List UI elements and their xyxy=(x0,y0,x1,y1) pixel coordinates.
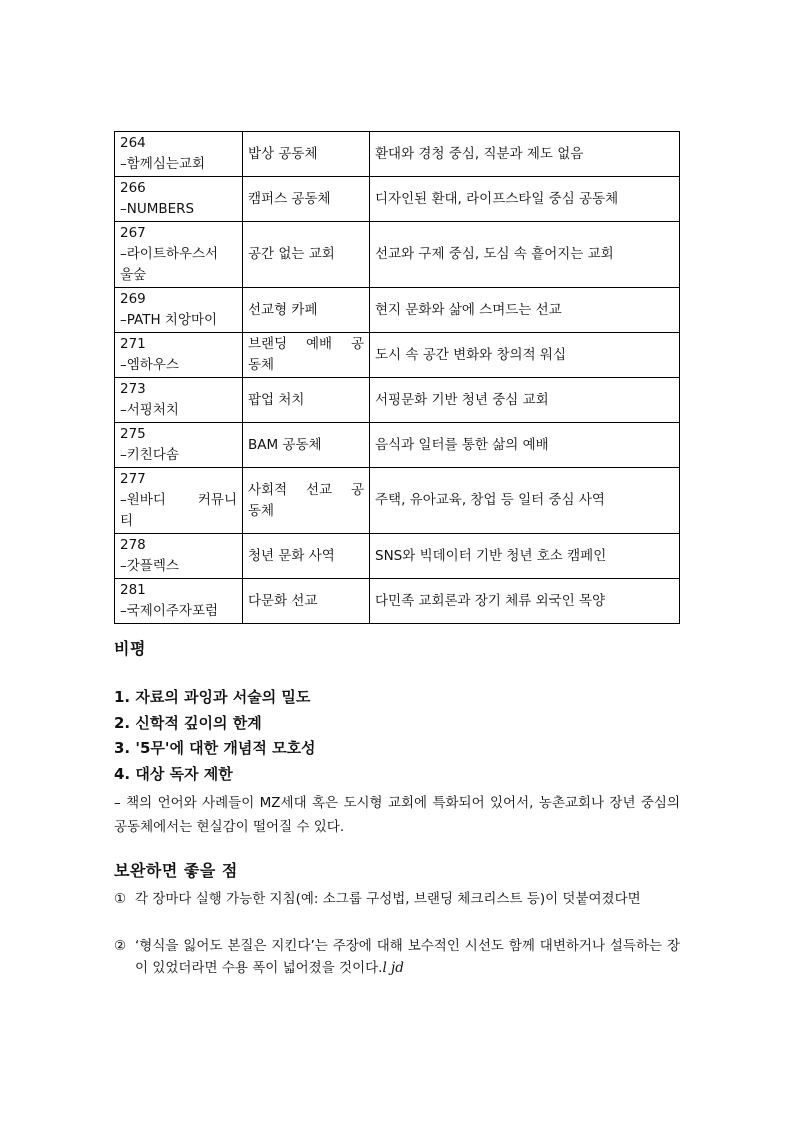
community-type-cell xyxy=(243,534,370,579)
page-number: 271 xyxy=(120,336,146,352)
community-type: BAM 공동체 xyxy=(248,436,322,453)
program-cell xyxy=(115,468,243,534)
community-type: 공간 없는 교회 xyxy=(248,246,335,262)
program-name: –키친다솜 xyxy=(120,447,179,463)
program-cell xyxy=(115,534,243,579)
description-cell: SNS와 빅데이터 기반 청년 호소 캠페인 xyxy=(370,534,680,579)
table-row xyxy=(115,132,680,177)
description-cell: 서핑문화 기반 청년 중심 교회 xyxy=(370,378,680,423)
description-cell: 주택, 유아교육, 창업 등 일터 중심 사역 xyxy=(370,468,680,534)
improve-heading: 보완하면 좋을 점 xyxy=(114,861,238,880)
page-number: 267 xyxy=(120,225,146,241)
improve-item xyxy=(114,935,680,979)
stray-mark: l jd xyxy=(382,960,404,976)
program-name: –갓플렉스 xyxy=(120,558,179,574)
description-cell: 선교와 구제 중심, 도심 속 흩어지는 교회 xyxy=(370,222,680,288)
critique-note: – 책의 언어와 사례들이 MZ세대 혹은 도시형 교회에 특화되어 있어서, 농촌교회나 장년 중심의 공동체에서는 현실감이 떨어질 수 있다. xyxy=(114,795,680,835)
program-name: –PATH 치앙마이 xyxy=(120,312,218,328)
critique-item: 4. 대상 독자 제한 xyxy=(114,764,233,783)
table-row xyxy=(115,333,680,378)
description-cell: 현지 문화와 삶에 스며드는 선교 xyxy=(370,288,680,333)
description-cell: 음식과 일터를 통한 삶의 예배 xyxy=(370,423,680,468)
table-row xyxy=(115,468,680,534)
program-name: –함께심는교회 xyxy=(120,156,205,172)
table-row xyxy=(115,288,680,333)
critique-heading: 비평 xyxy=(114,639,146,658)
circled-number: ② xyxy=(114,938,127,954)
program-cell xyxy=(115,177,243,222)
program-name-cont: 울숲 xyxy=(120,267,147,283)
improve-text-body: ‘형식을 잃어도 본질은 지킨다’는 주장에 대해 보수적인 시선도 함께 대변하거나 설득하는 장이 있었더라면 수용 폭이 넓어졌을 것이다. xyxy=(135,938,680,976)
page-number: 264 xyxy=(120,135,146,151)
page-number: 273 xyxy=(120,381,146,397)
program-name: –라이트하우스서 xyxy=(120,246,219,262)
improve-text: 각 장마다 실행 가능한 지침(예: 소그룹 구성법, 브랜딩 체크리스트 등)이 덧붙여졌다면 xyxy=(135,891,641,907)
table-row xyxy=(115,534,680,579)
critique-item: 1. 자료의 과잉과 서술의 밀도 xyxy=(114,688,311,706)
community-type: 선교형 카페 xyxy=(248,301,318,318)
church-case-table xyxy=(114,131,680,624)
page-number: 269 xyxy=(120,291,146,307)
description-cell: 디자인된 환대, 라이프스타일 중심 공동체 xyxy=(370,177,680,222)
community-type: 청년 문화 사역 xyxy=(248,547,335,564)
improve-item xyxy=(114,888,680,910)
community-type-cell xyxy=(243,333,370,378)
circled-number: ① xyxy=(114,891,127,907)
description-cell: 환대와 경청 중심, 직분과 제도 없음 xyxy=(370,132,680,177)
page-number: 277 xyxy=(120,471,146,487)
community-type: 브랜딩 예배 공 xyxy=(248,336,364,352)
community-type: 다문화 선교 xyxy=(248,592,318,609)
table-row xyxy=(115,423,680,468)
community-type-cell xyxy=(243,468,370,534)
critique-item: 2. 신학적 깊이의 한계 xyxy=(114,713,262,732)
critique-item: 3. '5무'에 대한 개념적 모호성 xyxy=(114,739,316,757)
community-type-cont: 동체 xyxy=(248,357,275,373)
program-cell xyxy=(115,132,243,177)
table-row xyxy=(115,177,680,222)
program-cell xyxy=(115,333,243,378)
community-type-cont: 동체 xyxy=(248,502,275,519)
community-type: 캠퍼스 공동체 xyxy=(248,190,331,207)
community-type: 사회적 선교 공 xyxy=(248,481,364,498)
program-name: –NUMBERS xyxy=(120,201,195,217)
program-name: –엠하우스 xyxy=(120,357,179,373)
description-cell: 도시 속 공간 변화와 창의적 워십 xyxy=(370,333,680,378)
community-type-cell xyxy=(243,177,370,222)
program-name-cont: 티 xyxy=(120,513,134,529)
table-row xyxy=(115,579,680,624)
critique-list xyxy=(114,685,316,787)
program-cell xyxy=(115,222,243,288)
improve-text xyxy=(114,935,680,979)
program-cell xyxy=(115,378,243,423)
community-type-cell xyxy=(243,132,370,177)
community-type-cell xyxy=(243,423,370,468)
page-number: 278 xyxy=(120,537,146,553)
community-type: 팝업 처치 xyxy=(248,391,305,408)
program-name: –원바디 커뮤니 xyxy=(120,492,237,508)
program-name: –서핑처치 xyxy=(120,402,179,418)
page-number: 266 xyxy=(120,180,146,196)
program-name: –국제이주자포럼 xyxy=(120,603,219,619)
table-row xyxy=(115,378,680,423)
community-type-cell xyxy=(243,288,370,333)
program-cell xyxy=(115,579,243,624)
community-type: 밥상 공동체 xyxy=(248,145,318,162)
community-type-cell xyxy=(243,579,370,624)
community-type-cell xyxy=(243,222,370,288)
program-cell xyxy=(115,288,243,333)
description-cell: 다민족 교회론과 장기 체류 외국인 목양 xyxy=(370,579,680,624)
page-number: 275 xyxy=(120,426,146,442)
page-number: 281 xyxy=(120,582,146,598)
case-table-body xyxy=(115,132,680,624)
table-row xyxy=(115,222,680,288)
program-cell xyxy=(115,423,243,468)
community-type-cell xyxy=(243,378,370,423)
